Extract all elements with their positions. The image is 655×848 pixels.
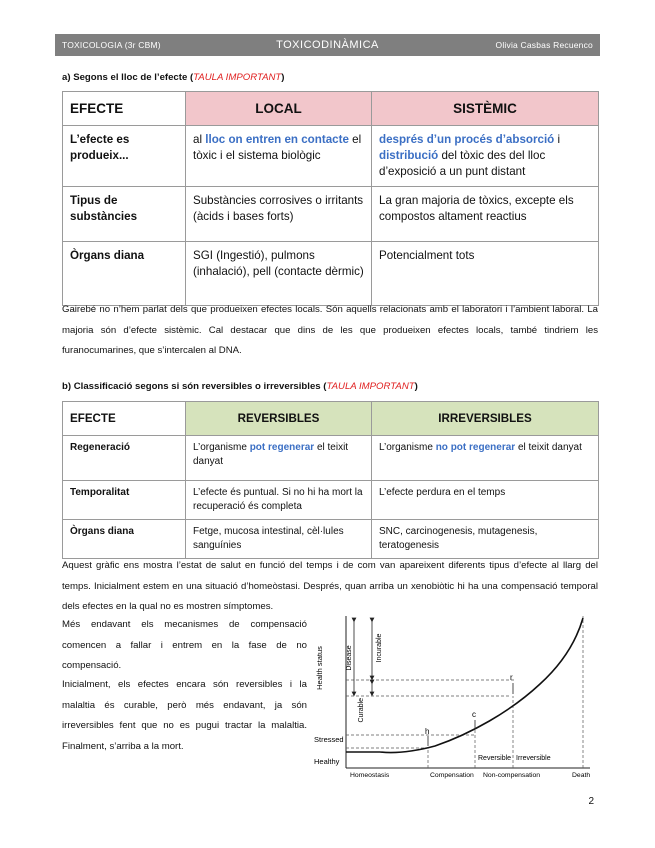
header-cell-efecte: EFECTE bbox=[63, 92, 186, 126]
text-run: el teixit danyat bbox=[193, 442, 349, 467]
x-phase-noncompensation: Non-compensation bbox=[483, 772, 541, 779]
text-run: del tòxic des del lloc d’exposició a un punt distant bbox=[379, 149, 546, 178]
x-phase-homeostasis: Homeostasis bbox=[350, 772, 390, 779]
section-a-title bbox=[62, 72, 285, 83]
reversibility-table bbox=[62, 401, 599, 559]
point-h-label: h bbox=[425, 727, 430, 736]
section-a-title-end: ) bbox=[281, 72, 285, 83]
sistemic-cell: La gran majoria de tòxics, excepte els compostos altament reactius bbox=[372, 187, 599, 242]
point-c-label: c bbox=[472, 710, 476, 719]
paragraph-local-effects: Gairebé no n’hem parlat dels que produeixen efectes locals. Són aquells relacionats amb el laboratori i l’ambient laboral. La majoria són d’efecte sistèmic. Cal destacar que dins de les que produeixen efectes locals, també tindriem les furanocumarines, que s’intercalen al DNA. bbox=[62, 304, 598, 356]
section-a-title-highlight: TAULA IMPORTANT bbox=[193, 72, 282, 83]
y-level-stressed: Stressed bbox=[314, 735, 344, 744]
highlight-text: pot regenerar bbox=[249, 442, 315, 453]
table-header-row bbox=[63, 402, 599, 436]
reversible-cell bbox=[186, 436, 372, 481]
section-b-title-text: b) Classificació segons si són reversibles o irreversibles ( bbox=[62, 381, 327, 392]
text-run: el tòxic i el sistema biològic bbox=[193, 133, 362, 162]
paragraph-disease-progression: Inicialment, els efectes encara són reversibles i la malaltia és curable, però més endavant, ja són irreversibles fent que no es pugui tractar la malaltia. Finalment, s’arriba a la mort. bbox=[62, 679, 307, 752]
reversible-cell: L’efecte és puntual. Si no hi ha mort la recuperació és completa bbox=[186, 481, 372, 520]
table-row bbox=[63, 481, 599, 520]
section-b-title bbox=[62, 381, 418, 392]
y-level-disease: Disease bbox=[346, 645, 353, 671]
header-author: Olivia Casbas Recuenco bbox=[495, 40, 593, 50]
text-run: el teixit danyat bbox=[515, 442, 582, 453]
header-cell-efecte: EFECTE bbox=[63, 402, 186, 436]
highlight-text: distribució bbox=[379, 149, 439, 162]
header-cell-reversibles: REVERSIBLES bbox=[186, 402, 372, 436]
header-cell-local: LOCAL bbox=[186, 92, 372, 126]
reversible-cell: Fetge, mucosa intestinal, cèl·lules sanguínies bbox=[186, 520, 372, 559]
x-phase-death: Death bbox=[572, 772, 591, 779]
point-r-label: r bbox=[510, 673, 513, 682]
row-label: L’efecte es produeix... bbox=[63, 126, 186, 187]
sistemic-cell: Potencialment tots bbox=[372, 242, 599, 306]
header-title: TOXICODINÀMICA bbox=[276, 39, 379, 51]
table-row bbox=[63, 520, 599, 559]
row-label: Regeneració bbox=[63, 436, 186, 481]
irreversible-cell: SNC, carcinogenesis, mutagenesis, teratogenesis bbox=[372, 520, 599, 559]
paragraph-compensation: Més endavant els mecanismes de compensació comencen a fallar i entrem en la fase de no compensació. bbox=[62, 619, 307, 671]
row-label: Tipus de substàncies bbox=[63, 187, 186, 242]
header-cell-irreversibles: IRREVERSIBLES bbox=[372, 402, 599, 436]
paragraph-graph-intro: Aquest gràfic ens mostra l’estat de salut en funció del temps i de com van apareixent diferents tipus d’efecte al llarg del temps. Inicialment estem en una situació d’homeòstasi. Després, quan arriba un xenobiòtic hi ha una compensació temporal dels efectes en la qual no es mostren símptomes. bbox=[62, 560, 598, 612]
table-header-row bbox=[63, 92, 599, 126]
table-row bbox=[63, 187, 599, 242]
x-phase-compensation: Compensation bbox=[430, 772, 474, 779]
text-run: L’organisme bbox=[379, 442, 436, 453]
y-level-healthy: Healthy bbox=[314, 757, 340, 766]
table-row bbox=[63, 242, 599, 306]
table-row bbox=[63, 126, 599, 187]
highlight-text: no pot regenerar bbox=[435, 442, 516, 453]
section-b-title-end: ) bbox=[414, 381, 418, 392]
irreversible-cell bbox=[372, 436, 599, 481]
local-cell: Substàncies corrosives o irritants (àcids i bases forts) bbox=[186, 187, 372, 242]
table-row bbox=[63, 436, 599, 481]
sistemic-cell bbox=[372, 126, 599, 187]
text-run: L’organisme bbox=[193, 442, 250, 453]
section-a-title-text: a) Segons el lloc de l’efecte ( bbox=[62, 72, 194, 83]
page-number: 2 bbox=[588, 796, 594, 807]
y-level-incurable: Incurable bbox=[376, 633, 383, 663]
region-irreversible: Irreversible bbox=[516, 755, 551, 762]
page-header bbox=[55, 34, 600, 56]
y-level-curable: Curable bbox=[358, 698, 365, 723]
highlight-text: lloc on entren en contacte bbox=[205, 133, 349, 146]
row-label: Temporalitat bbox=[63, 481, 186, 520]
y-axis-title: Health status bbox=[315, 646, 324, 690]
header-cell-sistemic: SISTÈMIC bbox=[372, 92, 599, 126]
region-reversible: Reversible bbox=[478, 755, 512, 762]
irreversible-cell: L’efecte perdura en el temps bbox=[372, 481, 599, 520]
highlight-text: després d’un procés d’absorció bbox=[379, 133, 555, 146]
header-course: TOXICOLOGIA (3r CBM) bbox=[62, 40, 161, 50]
row-label: Òrgans diana bbox=[63, 520, 186, 559]
local-systemic-table bbox=[62, 91, 599, 306]
text-run: al bbox=[193, 133, 206, 146]
health-status-diagram bbox=[310, 608, 600, 780]
row-label: Òrgans diana bbox=[63, 242, 186, 306]
text-run: i bbox=[554, 133, 561, 146]
local-cell: SGI (Ingestió), pulmons (inhalació), pell (contacte dèrmic) bbox=[186, 242, 372, 306]
section-b-title-highlight: TAULA IMPORTANT bbox=[326, 381, 415, 392]
local-cell bbox=[186, 126, 372, 187]
